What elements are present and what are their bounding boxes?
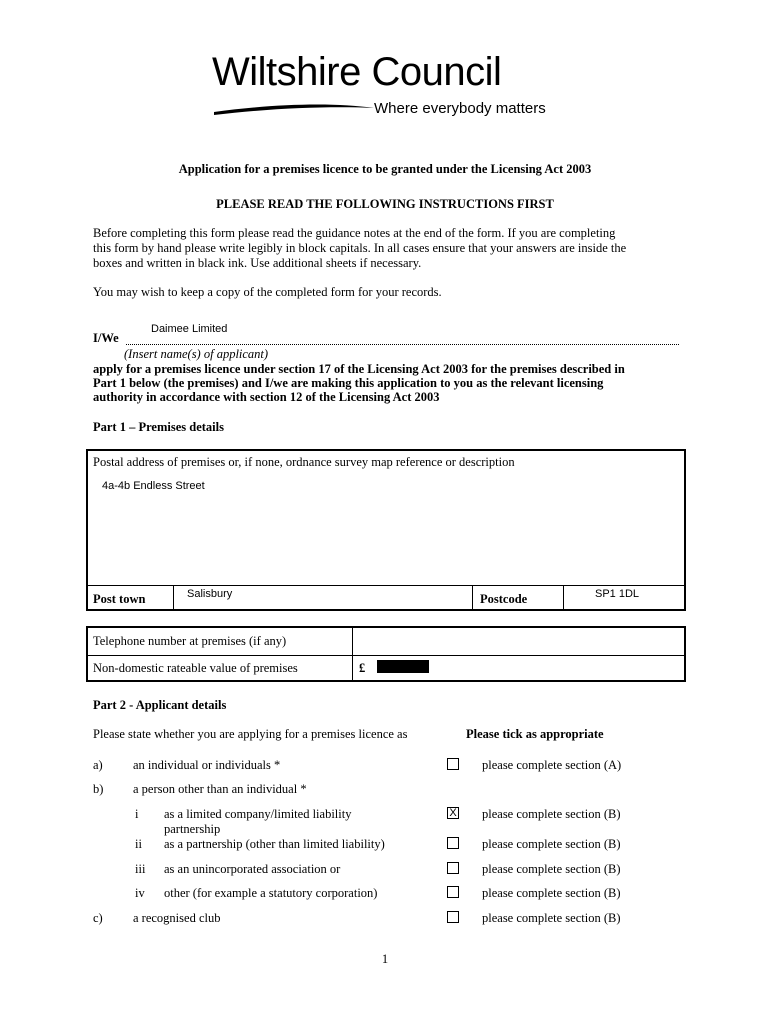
option-marker: c) [93, 911, 103, 925]
option-label: a recognised club [133, 911, 221, 925]
checkbox-individual[interactable] [447, 758, 459, 770]
page-number: 1 [381, 952, 389, 966]
postcode-label: Postcode [480, 592, 528, 606]
option-label: a person other than an individual * [133, 782, 307, 796]
checkbox-limited-company[interactable]: X [447, 807, 459, 819]
intro-copy-note: You may wish to keep a copy of the completed form for your records. [93, 285, 442, 299]
tick-heading: Please tick as appropriate [466, 727, 604, 741]
redacted-value-block [377, 660, 429, 673]
intro-line-1: Before completing this form please read the guidance notes at the end of the form. If you are completing [93, 226, 616, 240]
intro-line-2: this form by hand please write legibly in block capitals. In all cases ensure that your answers are inside the [93, 241, 627, 255]
option-note: please complete section (B) [482, 807, 621, 821]
option-marker: i [135, 807, 139, 821]
applicant-name-field[interactable]: Daimee Limited [151, 323, 228, 335]
applicant-label: I/We [93, 331, 119, 345]
option-marker: iv [135, 886, 145, 900]
part2-heading: Part 2 - Applicant details [93, 698, 227, 712]
applicant-name-line [126, 344, 679, 345]
part1-heading: Part 1 – Premises details [93, 420, 224, 434]
checkbox-partnership[interactable] [447, 837, 459, 849]
option-label: as a partnership (other than limited liability) [164, 837, 385, 851]
applicant-statement-3: authority in accordance with section 12 of the Licensing Act 2003 [93, 390, 440, 404]
option-label: an individual or individuals * [133, 758, 281, 772]
council-logo-name: Wiltshire Council [212, 50, 502, 94]
address-label: Postal address of premises or, if none, ordnance survey map reference or description [93, 455, 515, 469]
applicant-statement-2: Part 1 below (the premises) and I/we are making this application to you as the relevant licensing [93, 376, 604, 390]
option-note: please complete section (A) [482, 758, 622, 772]
applicant-type-question: Please state whether you are applying for a premises licence as [93, 727, 408, 741]
checkbox-unincorporated[interactable] [447, 862, 459, 874]
option-marker: b) [93, 782, 104, 796]
option-marker: a) [93, 758, 103, 772]
checkbox-recognised-club[interactable] [447, 911, 459, 923]
option-label: other (for example a statutory corporation) [164, 886, 378, 900]
option-label-cont: partnership [164, 822, 221, 836]
applicant-hint: (Insert name(s) of applicant) [124, 347, 269, 361]
instructions-heading: PLEASE READ THE FOLLOWING INSTRUCTIONS FIRST [216, 197, 554, 211]
option-label: as an unincorporated association or [164, 862, 341, 876]
council-tagline: Where everybody matters [374, 100, 546, 117]
option-note: please complete section (B) [482, 911, 621, 925]
rateable-label: Non-domestic rateable value of premises [93, 661, 298, 675]
option-label: as a limited company/limited liability [164, 807, 352, 821]
telephone-label: Telephone number at premises (if any) [93, 634, 287, 648]
checkbox-other[interactable] [447, 886, 459, 898]
option-note: please complete section (B) [482, 837, 621, 851]
applicant-statement-1: apply for a premises licence under section 17 of the Licensing Act 2003 for the premises described in [93, 362, 625, 376]
option-note: please complete section (B) [482, 862, 621, 876]
premises-address-box [86, 449, 686, 611]
address-field[interactable]: 4a-4b Endless Street [102, 480, 205, 492]
option-note: please complete section (B) [482, 886, 621, 900]
form-title: Application for a premises licence to be granted under the Licensing Act 2003 [178, 162, 592, 176]
option-marker: ii [135, 837, 142, 851]
postcode-field[interactable]: SP1 1DL [595, 588, 640, 600]
intro-line-3: boxes and written in black ink. Use additional sheets if necessary. [93, 256, 422, 270]
rateable-currency: £ [359, 661, 366, 675]
post-town-label: Post town [93, 592, 146, 606]
post-town-field[interactable]: Salisbury [187, 588, 233, 600]
option-marker: iii [135, 862, 146, 876]
logo-swoosh-icon [212, 100, 377, 118]
